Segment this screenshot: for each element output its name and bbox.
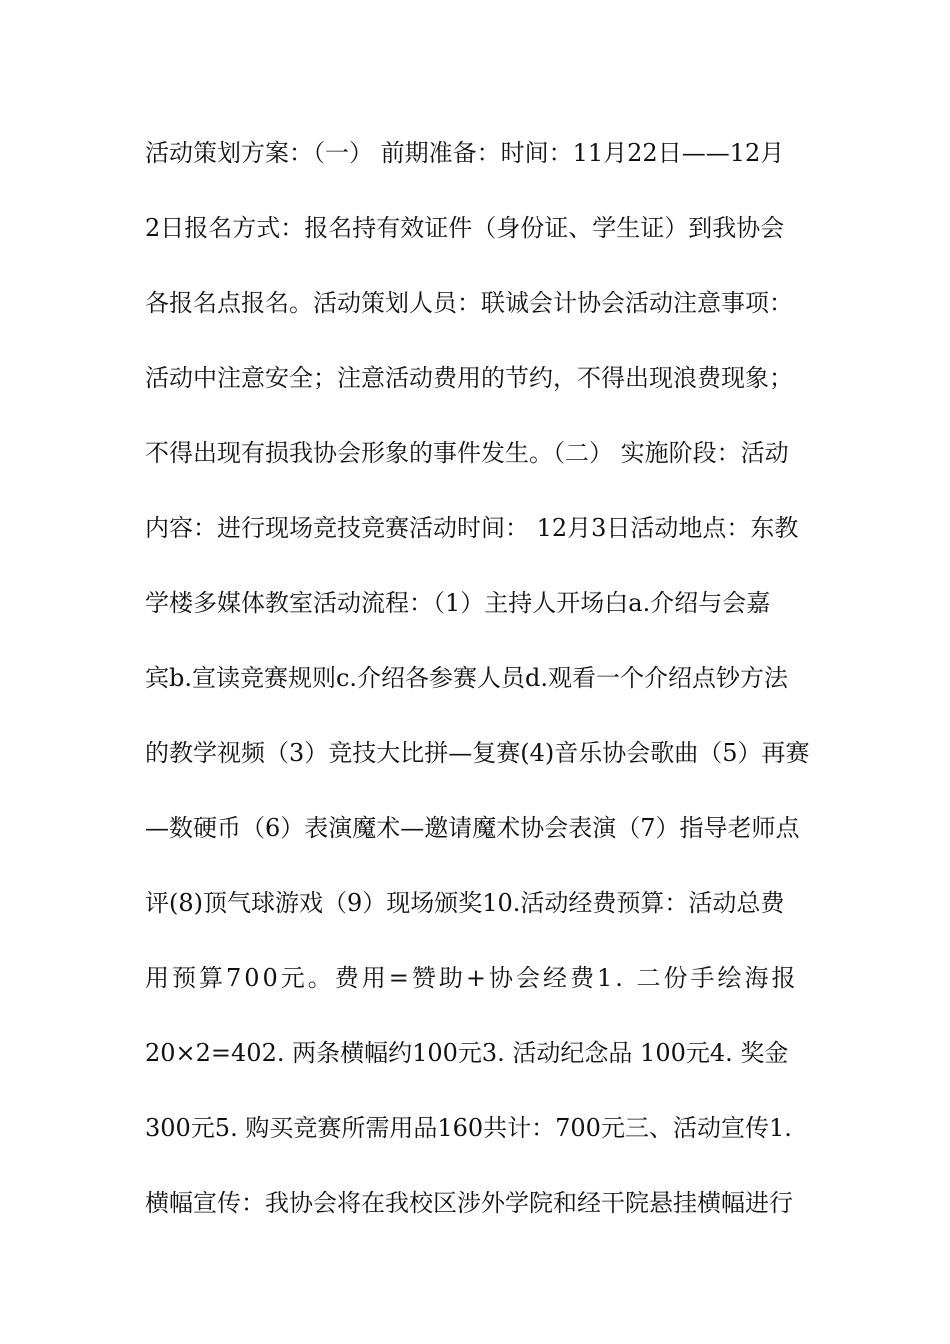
body-text [145, 130, 810, 1255]
text-line-3: 各报名点报名。活动策划人员：联诚会计协会活动注意事项： [145, 289, 793, 317]
text-line-8: 宾b.宣读竞赛规则c.介绍各参赛人员d.观看一个介绍点钞方法 [145, 664, 789, 692]
text-line-5: 不得出现有损我协会形象的事件发生。（二） 实施阶段：活动 [145, 439, 789, 467]
text-line-2: 2日报名方式：报名持有效证件（身份证、学生证）到我协会 [145, 214, 785, 242]
text-line-6: 内容：进行现场竞技竞赛活动时间： 12月3日活动地点：东教 [145, 514, 799, 542]
text-line-4: 活动中注意安全；注意活动费用的节约，不得出现浪费现象； [145, 364, 793, 392]
text-line-13: 20×2=402. 两条横幅约100元3. 活动纪念品 100元4. 奖金 [145, 1039, 789, 1067]
text-line-10: —数硬币（6）表演魔术—邀请魔术协会表演（7）指导老师点 [145, 814, 800, 842]
text-line-11: 评(8)顶气球游戏（9）现场颁奖10.活动经费预算：活动总费 [145, 889, 785, 917]
text-line-7: 学楼多媒体教室活动流程：（1）主持人开场白a.介绍与会嘉 [145, 589, 771, 617]
text-line-14: 300元5. 购买竞赛所需用品160共计：700元三、活动宣传1. [145, 1114, 792, 1142]
text-line-1: 活动策划方案：（一） 前期准备：时间：11月22日——12月 [145, 139, 785, 167]
text-line-9: 的教学视频（3）竞技大比拼—复赛(4)音乐协会歌曲（5）再赛 [145, 739, 810, 767]
text-line-12: 用预算700元。费用=赞助+协会经费1. 二份手绘海报 [145, 964, 799, 992]
text-line-15: 横幅宣传：我协会将在我校区涉外学院和经干院悬挂横幅进行 [145, 1189, 793, 1217]
